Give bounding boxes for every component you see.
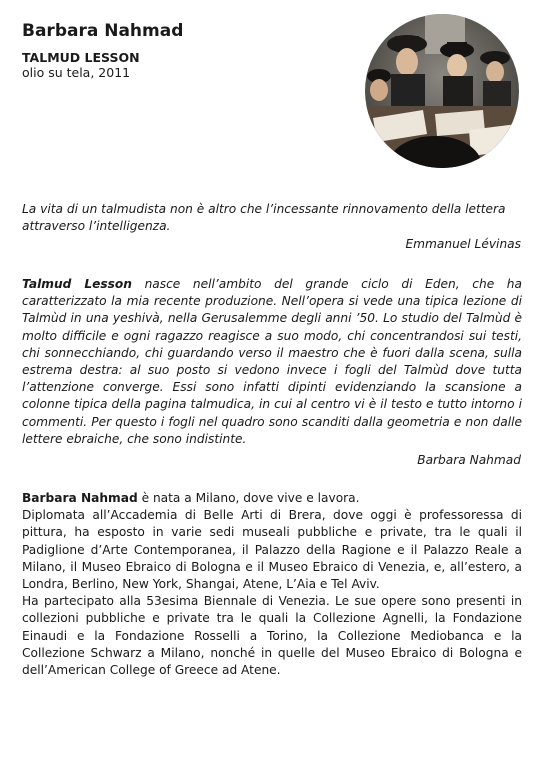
artist-biography bbox=[22, 490, 522, 679]
bio-paragraph-2: Ha partecipato alla 53esima Biennale di Venezia. Le sue opere sono presenti in collezioni pubbliche e private tra le quali la Collezione Agnelli, la Fondazione Einaudi e la Fondazione Rosselli a Torino, la Collezione Mediobanca e la Collezione Schwarz a Milano, nonché in quelle del Museo Ebraico di Bologna e dell’American College of Greece ad Atene. bbox=[22, 594, 522, 678]
header bbox=[22, 20, 322, 80]
artist-statement bbox=[22, 276, 522, 448]
work-title: TALMUD LESSON bbox=[22, 50, 140, 65]
statement-title: Talmud Lesson bbox=[22, 277, 132, 291]
bio-name: Barbara Nahmad bbox=[22, 491, 138, 505]
bio-paragraph-1: Diplomata all’Accademia di Belle Arti di Brera, dove oggi è professoressa di pittura, ha esposto in varie sedi museali pubbliche e private, tra le quali il Padiglione d’Arte Contemporanea, il Palazzo della Ragione e il Palazzo Reale a Milano, il Museo Ebraico di Bologna e il Museo Ebraico di Venezia, e, all’estero, a Londra, Berlino, New York, Shangai, Atene, L’Aia e Tel Aviv. bbox=[22, 508, 522, 592]
bio-intro bbox=[22, 490, 522, 507]
epigraph-author: Emmanuel Lévinas bbox=[405, 237, 521, 251]
epigraph-quote: La vita di un talmudista non è altro che l’incessante rinnovamento della lettera attraverso l’intelligenza. bbox=[22, 202, 506, 234]
bio-intro-text: è nata a Milano, dove vive e lavora. bbox=[137, 491, 360, 505]
medium-and-year: olio su tela, 2011 bbox=[22, 65, 131, 80]
artist-name: Barbara Nahmad bbox=[22, 21, 184, 41]
statement-author: Barbara Nahmad bbox=[417, 453, 521, 467]
statement-text: nasce nell’ambito del grande ciclo di Eden, che ha caratterizzato la mia recente produzione. Nell’opera si vede una tipica lezione di Talmùd in una yeshivà, nella Gerusalemme degli anni ’50. Lo studio del Talmùd è molto difficile e ogni ragazzo reagisce a suo modo, chi concentrandosi sui testi, chi sonnecchiando, chi guardando verso il maestro che è fuori dalla scena, sulla estrema destra: al suo posto si vedono invece i fogli del Talmùd dove tutta l’attenzione converge. Essi sono infatti dipinti evidenziando la scansione a colonne tipica della pagina talmudica, in cui al centro vi è il testo e tutto intorno i commenti. Per questo i fogli nel quadro sono scanditi dalla geometria e non dalle lettere ebraiche, che sono indistinte. bbox=[22, 277, 523, 446]
painting-thumbnail bbox=[365, 14, 519, 168]
painting-image bbox=[365, 14, 519, 168]
